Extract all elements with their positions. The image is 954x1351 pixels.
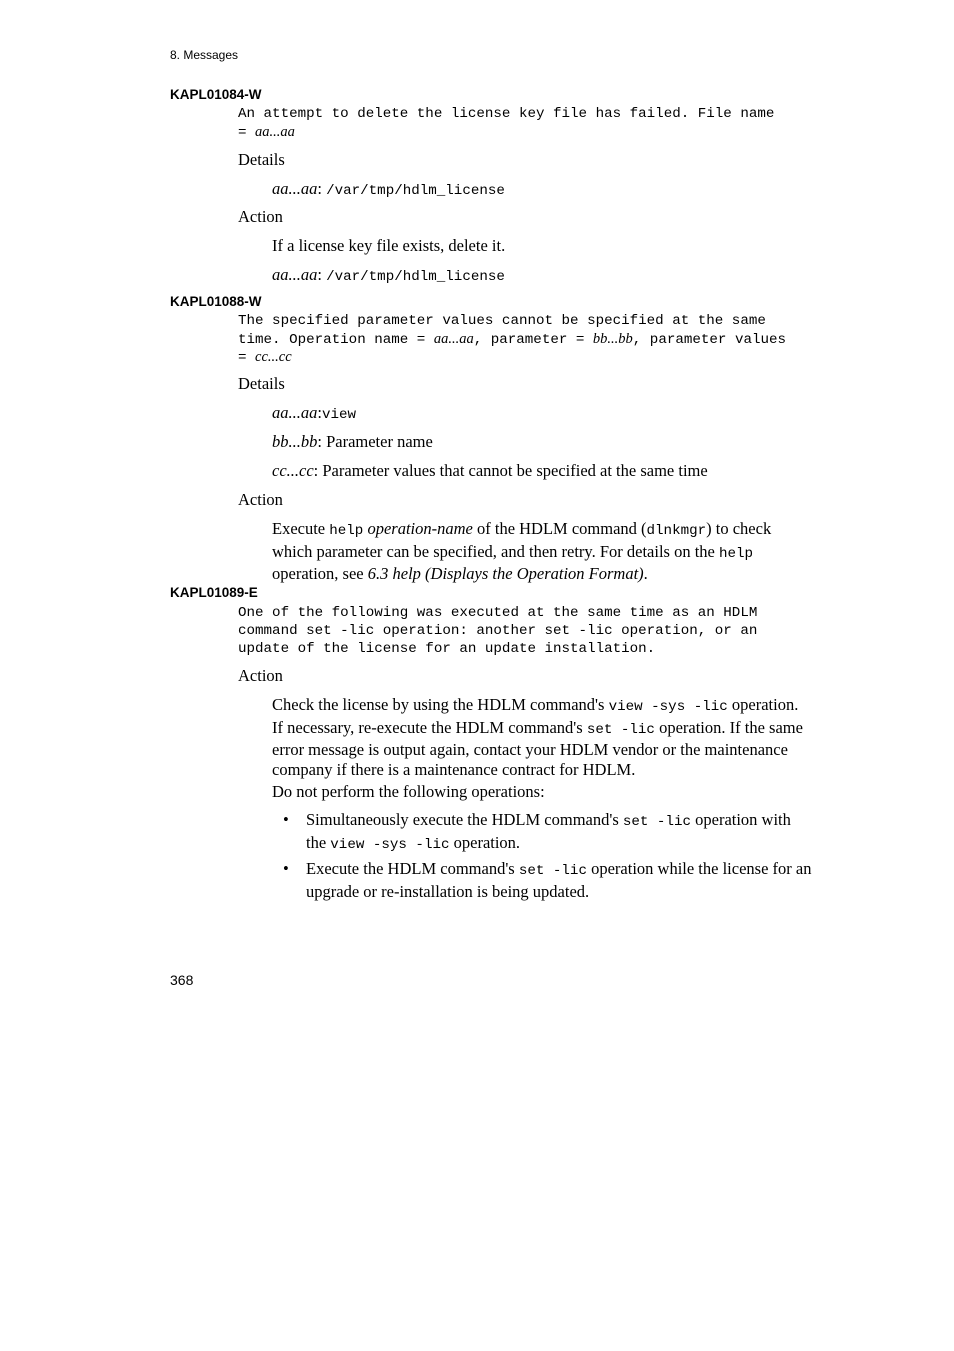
text: operation. If the same [654,717,803,737]
text: Simultaneously execute the HDLM command's [306,810,623,829]
text: the [306,832,331,852]
variable: aa...aa [272,403,318,422]
code: help [719,545,754,562]
message-id-kapl01088: KAPL01088-W [170,294,262,309]
bullet-item [306,859,811,901]
action-label: Action [238,490,283,509]
action-line [272,542,771,565]
message-fragment: , parameter values [632,331,787,348]
bullet-item [306,810,791,855]
message-line [238,349,848,368]
variable: aa...aa [255,123,295,140]
details-item [272,179,505,202]
bullet-line [306,833,791,856]
details-item [272,432,433,452]
variable: bb...bb [592,330,633,347]
code: view -sys -lic [330,836,450,853]
variable: cc...cc [272,461,314,480]
message-line: One of the following was executed at the same time as an HDLM [238,605,758,621]
code: view -sys -lic [608,699,728,715]
action-label: Action [238,666,283,685]
action-line [272,564,771,584]
equals-sign: = [238,124,256,141]
separator: : [317,179,327,198]
separator: : [317,403,322,422]
variable: aa...aa [272,179,318,198]
operation-code: view [321,407,357,423]
bullet-line [306,810,791,833]
details-text: : Parameter name [317,432,433,451]
details-label: Details [238,374,285,393]
running-header: 8. Messages [170,48,239,62]
message-id-kapl01089: KAPL01089-E [170,585,258,600]
file-path: /var/tmp/hdlm_license [326,183,505,199]
italic-term: operation-name [367,519,473,538]
action-text: If a license key file exists, delete it. [272,236,506,255]
action-line [272,519,771,542]
message-line: update of the license for an update installation. [238,641,656,657]
code: help [329,523,364,539]
action-item [272,265,505,288]
action-label: Action [238,207,283,226]
text: If necessary, re-execute the HDLM command's [272,717,587,737]
text: which parameter can be specified, and then retry. For details on the [272,541,720,561]
action-text: Do not perform the following operations: [272,782,545,801]
message-text-kapl01084 [238,106,848,142]
variable: aa...aa [272,265,318,284]
bullet-line: upgrade or re-installation is being updated. [306,881,590,901]
text: ) to check [706,519,772,538]
message-line: The specified parameter values cannot be specified at the same [238,313,766,329]
text: of the HDLM command ( [472,519,647,538]
text: operation with [691,810,791,829]
message-fragment: , parameter = [473,331,593,348]
details-item [272,461,708,481]
message-text-kapl01088 [238,313,848,368]
cross-reference-link[interactable]: 6.3 help (Displays the Operation Format) [367,564,644,583]
message-line: command set -lic operation: another set -lic operation, or an [238,623,758,639]
message-fragment: time. Operation name = [238,331,434,348]
text: operation. [727,695,799,714]
details-item [272,403,356,426]
text: Execute the HDLM command's [306,859,519,878]
code: dlnkmgr [646,523,707,539]
message-line [238,331,848,350]
text: Execute [272,519,330,538]
separator: : [317,265,327,284]
variable: aa...aa [433,330,474,347]
bullet-icon: • [283,859,289,878]
details-label: Details [238,150,285,169]
action-line: error message is output again, contact your HDLM vendor or the maintenance [272,740,788,759]
code: set -lic [586,721,655,738]
text: . [643,564,648,583]
file-path: /var/tmp/hdlm_license [326,269,505,285]
action-paragraph [272,695,803,779]
text: Check the license by using the HDLM command's [272,695,609,714]
text: operation. [449,832,521,852]
bullet-line [306,859,811,882]
action-paragraph [272,519,771,584]
code: set -lic [622,814,691,830]
bullet-icon: • [283,810,289,829]
message-line [238,124,848,143]
action-line [272,695,803,718]
message-id-kapl01084: KAPL01084-W [170,87,262,102]
message-text-kapl01089 [238,604,848,658]
text: operation while the license for an [586,859,812,878]
variable: cc...cc [255,349,292,365]
equals-sign: = [238,350,256,366]
action-line: company if there is a maintenance contract for HDLM. [272,759,636,779]
variable: bb...bb [272,432,318,451]
message-line: An attempt to delete the license key file has failed. File name [238,106,775,122]
text: operation, see [272,564,368,583]
page-number: 368 [170,972,194,988]
details-text: : Parameter values that cannot be specified at the same time [313,461,708,480]
code: set -lic [518,863,587,879]
action-line [272,718,803,741]
